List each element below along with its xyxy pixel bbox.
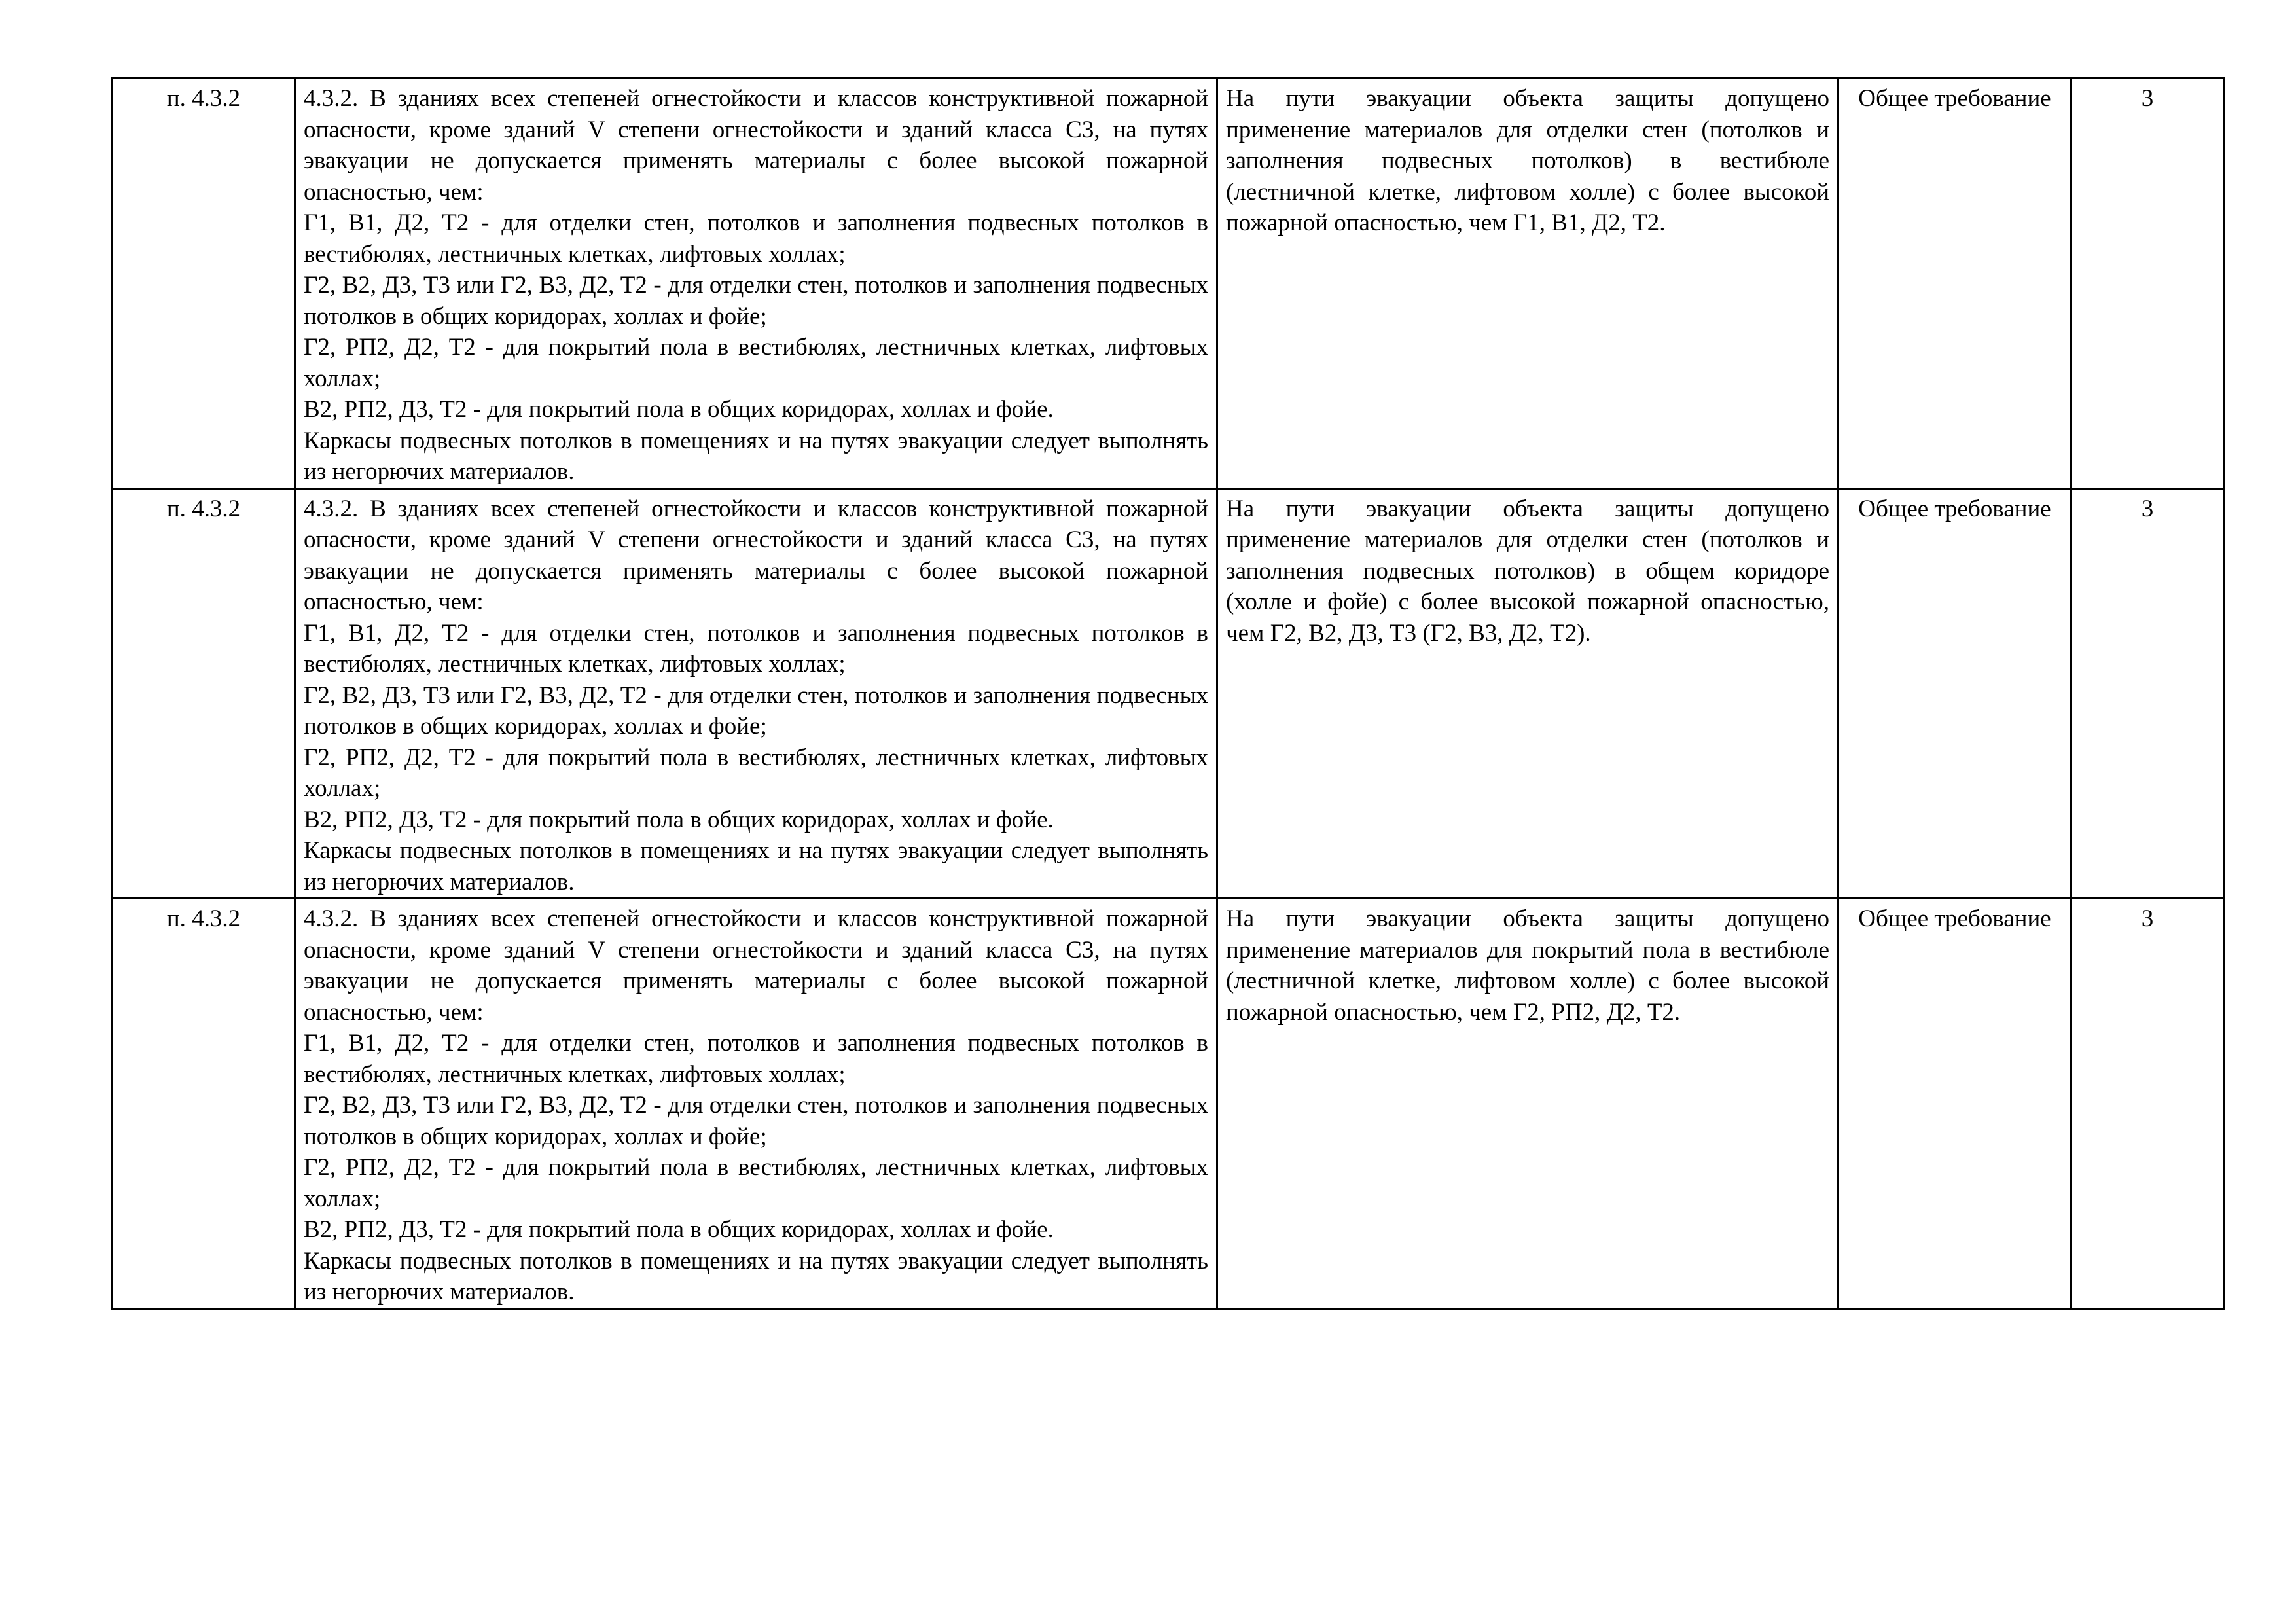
- norm-paragraph: Каркасы подвесных потолков в помещениях и на путях эвакуации следует выполнять из негорючих материалов.: [304, 427, 1208, 485]
- clause-reference: п. 4.3.2: [113, 899, 295, 1309]
- norm-paragraph: Г2, В2, Д3, Т3 или Г2, В3, Д2, Т2 - для отделки стен, потолков и заполнения подвесных потолков в общих коридорах, холлах и фойе;: [304, 272, 1208, 330]
- norm-paragraph: В2, РП2, Д3, Т2 - для покрытий пола в общих коридорах, холлах и фойе.: [304, 806, 1054, 833]
- norm-paragraph: 4.3.2. В зданиях всех степеней огнестойкости и классов конструктивной пожарной опасности, кроме зданий V степени огнестойкости и зданий класса С3, на путях эвакуации не допускается применять материалы с более высокой пожарной опасностью, чем:: [304, 495, 1208, 615]
- norm-paragraph: Г1, В1, Д2, Т2 - для отделки стен, потолков и заполнения подвесных потолков в вестибюлях, лестничных клетках, лифтовых холлах;: [304, 1030, 1208, 1088]
- norm-paragraph: 4.3.2. В зданиях всех степеней огнестойкости и классов конструктивной пожарной опасности, кроме зданий V степени огнестойкости и зданий класса С3, на путях эвакуации не допускается применять материалы с более высокой пожарной опасностью, чем:: [304, 85, 1208, 206]
- violation-description: На пути эвакуации объекта защиты допущено применение материалов для отделки стен (потолков и заполнения подвесных потолков) в общем коридоре (холле и фойе) с более высокой пожарной опасностью, чем Г2, В2, Д3, Т3 (Г2, В3, Д2, Т2).: [1217, 488, 1839, 899]
- category-value: 3: [2072, 899, 2224, 1309]
- requirement-type: Общее требование: [1839, 79, 2072, 489]
- category-value: 3: [2072, 488, 2224, 899]
- norm-paragraph: Г2, В2, Д3, Т3 или Г2, В3, Д2, Т2 - для отделки стен, потолков и заполнения подвесных потолков в общих коридорах, холлах и фойе;: [304, 1092, 1208, 1150]
- norm-paragraph: Г2, В2, Д3, Т3 или Г2, В3, Д2, Т2 - для отделки стен, потолков и заполнения подвесных потолков в общих коридорах, холлах и фойе;: [304, 681, 1208, 740]
- norm-paragraph: Г1, В1, Д2, Т2 - для отделки стен, потолков и заполнения подвесных потолков в вестибюлях, лестничных клетках, лифтовых холлах;: [304, 619, 1208, 677]
- requirements-table: [111, 77, 2225, 1310]
- norm-paragraph: Г1, В1, Д2, Т2 - для отделки стен, потолков и заполнения подвесных потолков в вестибюлях, лестничных клетках, лифтовых холлах;: [304, 209, 1208, 268]
- table-row: [113, 488, 2224, 899]
- violation-description: На пути эвакуации объекта защиты допущено применение материалов для покрытий пола в вестибюле (лестничной клетке, лифтовом холле) с более высокой пожарной опасностью, чем Г2, РП2, Д2, Т2.: [1217, 899, 1839, 1309]
- norm-paragraph: Г2, РП2, Д2, Т2 - для покрытий пола в вестибюлях, лестничных клетках, лифтовых холлах;: [304, 1154, 1208, 1212]
- table-row: [113, 899, 2224, 1309]
- table-row: [113, 79, 2224, 489]
- violation-description: На пути эвакуации объекта защиты допущено применение материалов для отделки стен (потолков и заполнения подвесных потолков) в вестибюле (лестничной клетке, лифтовом холле) с более высокой пожарной опасностью, чем Г1, В1, Д2, Т2.: [1217, 79, 1839, 489]
- requirement-type: Общее требование: [1839, 899, 2072, 1309]
- clause-reference: п. 4.3.2: [113, 79, 295, 489]
- clause-reference: п. 4.3.2: [113, 488, 295, 899]
- norm-paragraph: Г2, РП2, Д2, Т2 - для покрытий пола в вестибюлях, лестничных клетках, лифтовых холлах;: [304, 744, 1208, 802]
- norm-paragraph: Г2, РП2, Д2, Т2 - для покрытий пола в вестибюлях, лестничных клетках, лифтовых холлах;: [304, 334, 1208, 392]
- norm-paragraph: В2, РП2, Д3, Т2 - для покрытий пола в общих коридорах, холлах и фойе.: [304, 1216, 1054, 1243]
- norm-paragraph: Каркасы подвесных потолков в помещениях и на путях эвакуации следует выполнять из негорючих материалов.: [304, 1247, 1208, 1305]
- norm-text: [295, 488, 1217, 899]
- norm-paragraph: Каркасы подвесных потолков в помещениях и на путях эвакуации следует выполнять из негорючих материалов.: [304, 837, 1208, 895]
- norm-text: [295, 79, 1217, 489]
- norm-paragraph: 4.3.2. В зданиях всех степеней огнестойкости и классов конструктивной пожарной опасности, кроме зданий V степени огнестойкости и зданий класса С3, на путях эвакуации не допускается применять материалы с более высокой пожарной опасностью, чем:: [304, 905, 1208, 1026]
- category-value: 3: [2072, 79, 2224, 489]
- requirement-type: Общее требование: [1839, 488, 2072, 899]
- norm-paragraph: В2, РП2, Д3, Т2 - для покрытий пола в общих коридорах, холлах и фойе.: [304, 396, 1054, 423]
- norm-text: [295, 899, 1217, 1309]
